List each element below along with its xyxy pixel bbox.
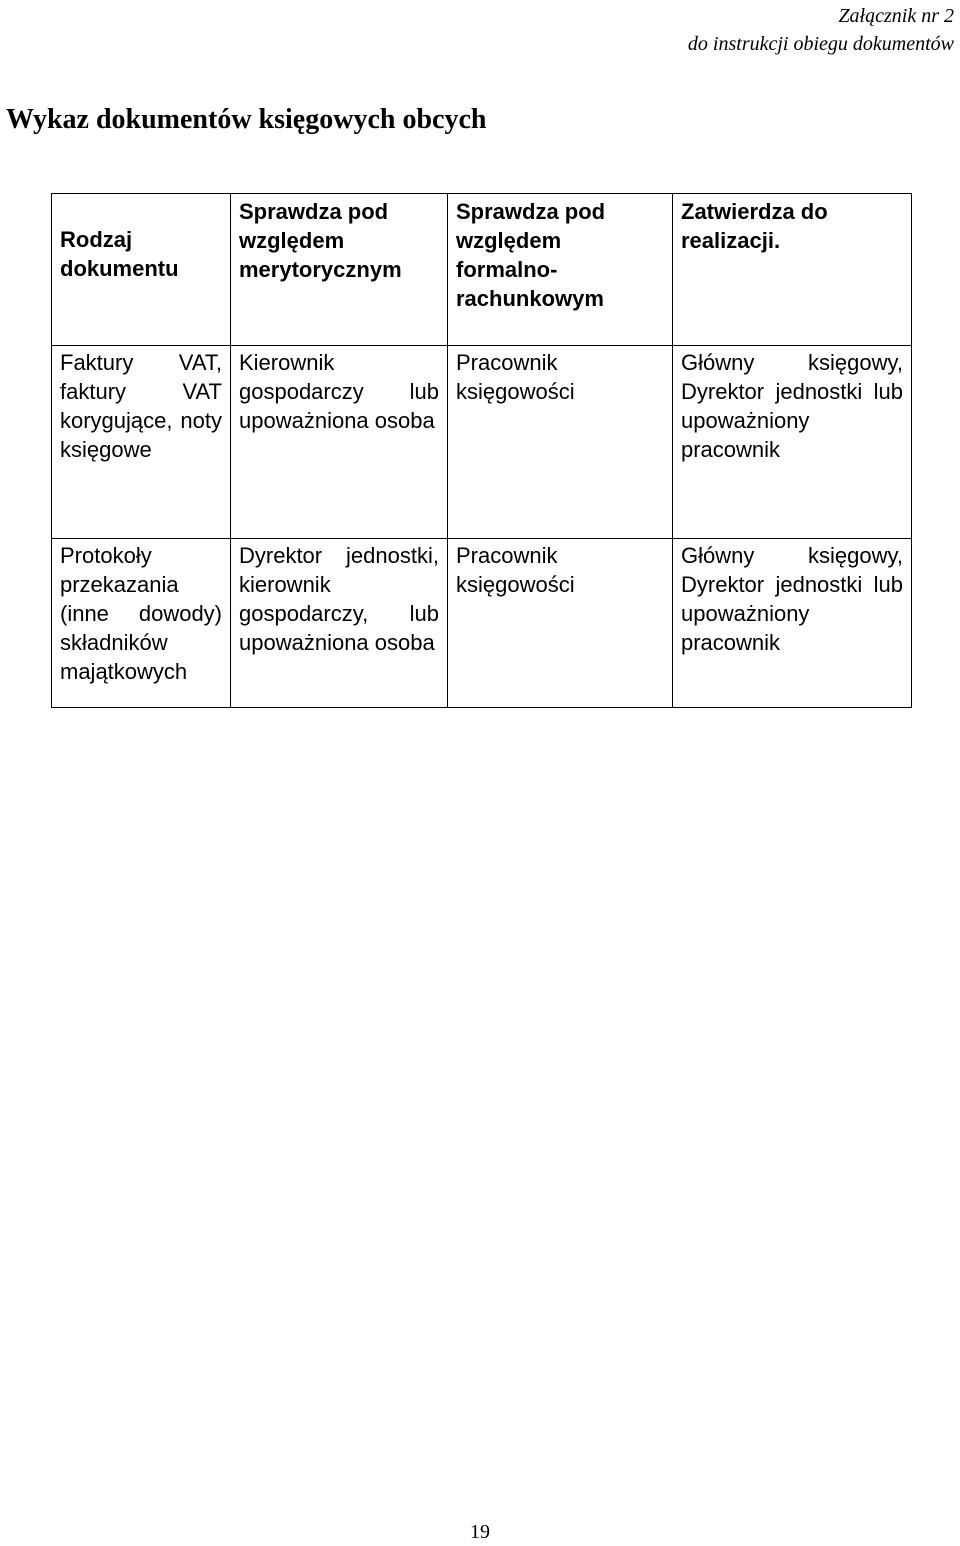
annex-reference: do instrukcji obiegu dokumentów <box>687 33 954 55</box>
header-substantive-check: Sprawdza pod względem merytorycznym <box>231 194 448 346</box>
cell-substantive-check: Dyrektor jednostki, kierownik gospodarczy, lub upoważniona osoba <box>231 539 448 708</box>
cell-document-type: Faktury VAT, faktury VAT korygujące, noty księgowe <box>52 346 231 539</box>
page-number: 19 <box>470 1521 490 1543</box>
annex-note <box>688 2 954 58</box>
cell-approval: Główny księgowy, Dyrektor jednostki lub upoważniony pracownik <box>673 539 912 708</box>
cell-substantive-check: Kierownik gospodarczy lub upoważniona osoba <box>231 346 448 539</box>
table-header-row <box>52 194 912 346</box>
cell-formal-accounting-check: Pracownik księgowości <box>448 346 673 539</box>
header-formal-accounting-check: Sprawdza pod względem formalno-rachunkowym <box>448 194 673 346</box>
document-title: Wykaz dokumentów księgowych obcych <box>6 104 487 135</box>
table-row <box>52 539 912 708</box>
table-row <box>52 346 912 539</box>
annex-number: Załącznik nr 2 <box>838 5 954 27</box>
cell-formal-accounting-check: Pracownik księgowości <box>448 539 673 708</box>
cell-document-type: Protokoły przekazania (inne dowody) składników majątkowych <box>52 539 231 708</box>
cell-approval: Główny księgowy, Dyrektor jednostki lub upoważniony pracownik <box>673 346 912 539</box>
documents-table <box>51 193 912 708</box>
header-document-type: Rodzaj dokumentu <box>52 194 231 346</box>
header-approval: Zatwierdza do realizacji. <box>673 194 912 346</box>
